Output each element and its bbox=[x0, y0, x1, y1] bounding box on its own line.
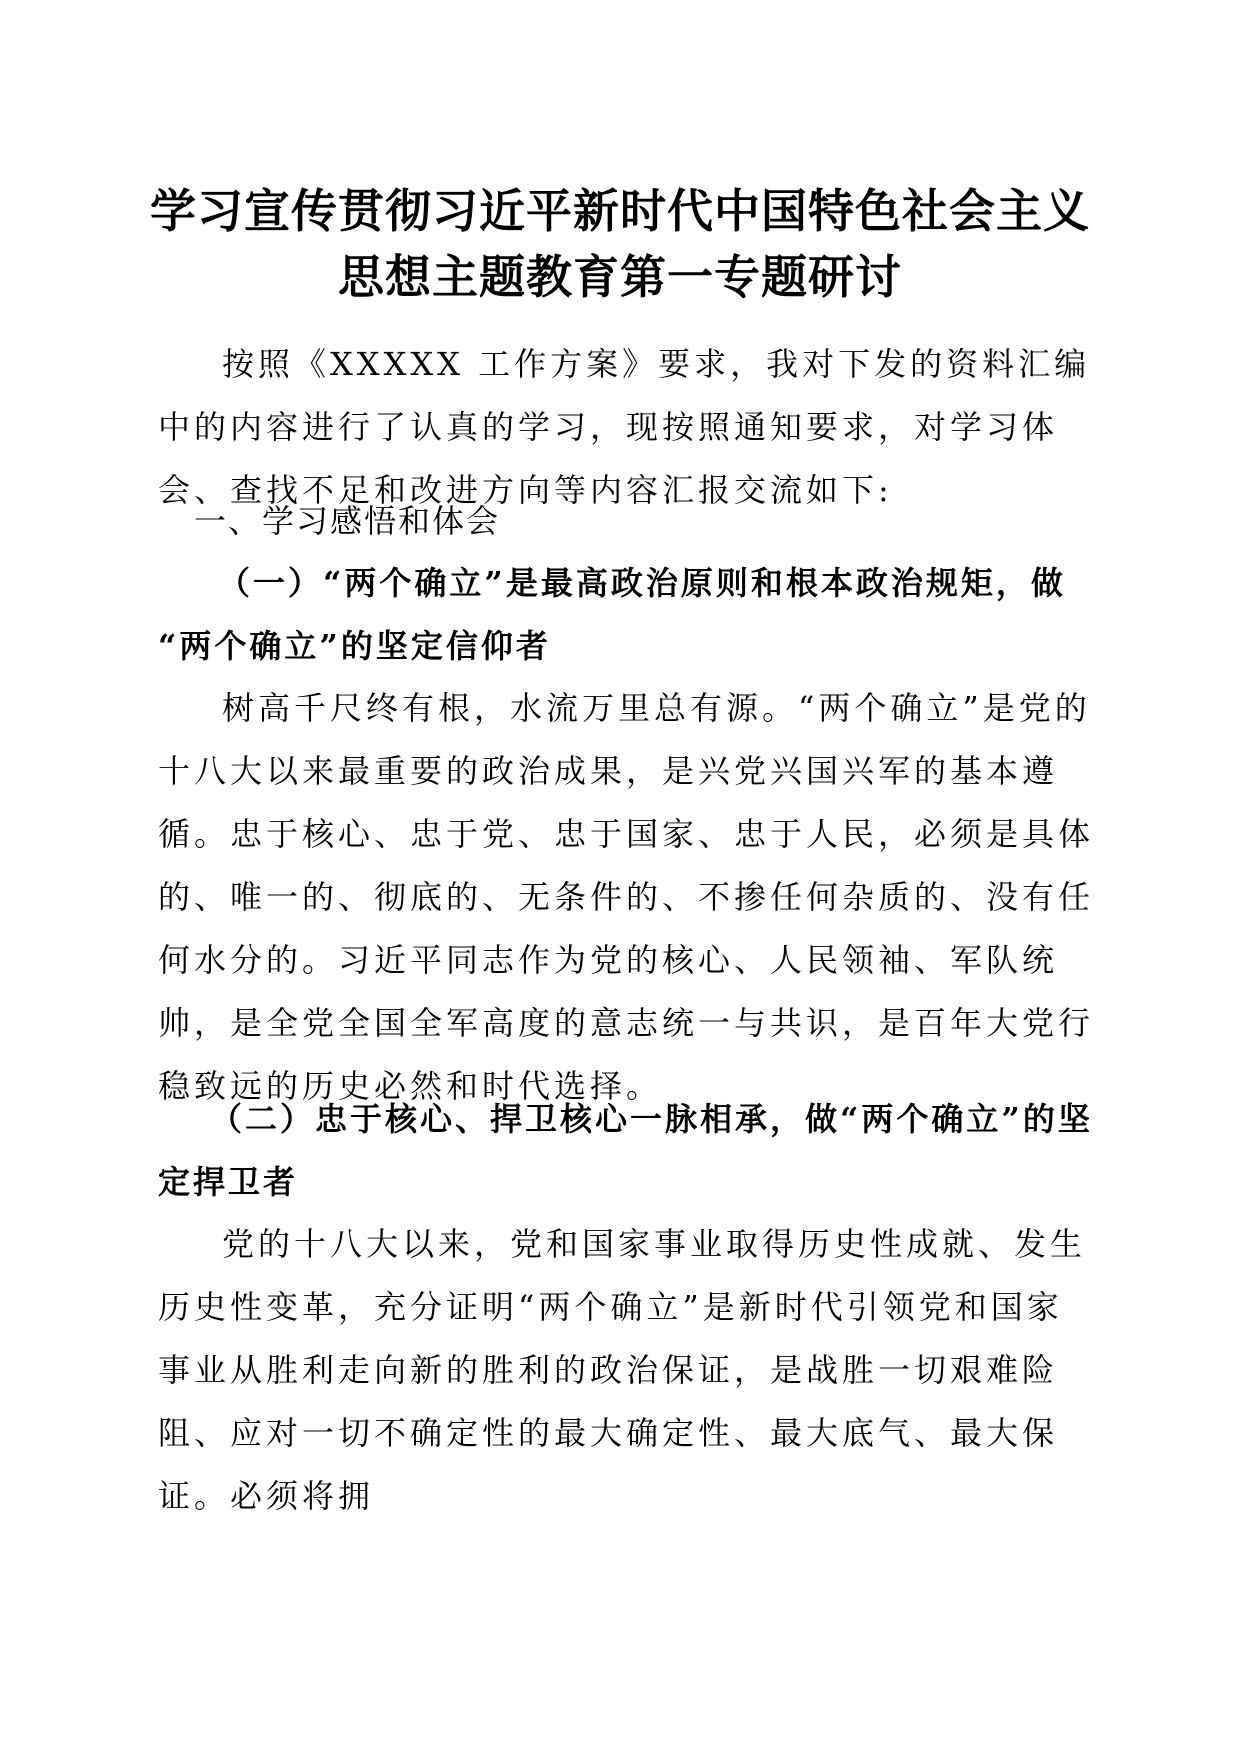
intro-paragraph: 按照《XXXXX 工作方案》要求，我对下发的资料汇编中的内容进行了认真的学习，现按照通知要求，对学习体会、查找不足和改进方向等内容汇报交流如下: bbox=[158, 345, 1091, 509]
title-line-2: 思想主题教育第一专题研讨 bbox=[338, 250, 902, 304]
subsection-1-heading bbox=[158, 552, 1098, 678]
subsection-1-heading-line-1: （一）“两个确立”是最高政治原则和根本政治规矩，做 bbox=[218, 564, 1066, 602]
document-title bbox=[150, 178, 1090, 310]
subsection-2-heading-line-1: （二）忠于核心、捍卫核心一脉相承，做“两个确立”的坚 bbox=[210, 1100, 1093, 1138]
subsection-1-heading-line-2: “两个确立”的坚定信仰者 bbox=[158, 627, 551, 665]
section-1-heading: 一、学习感悟和体会 bbox=[194, 502, 501, 540]
subsection-2-heading-line-2: 定捍卫者 bbox=[158, 1163, 299, 1201]
subsection-2-paragraph: 党的十八大以来，党和国家事业取得历史性成就、发生历史性变革，充分证明“两个确立”是新时代引领党和国家事业从胜利走向新的胜利的政治保证，是战胜一切艰难险阻、应对一切不确定性的最大确定性、最大底气、最大保证。必须将拥 bbox=[158, 1225, 1087, 1515]
subsection-1-paragraph: 树高千尺终有根，水流万里总有源。“两个确立”是党的十八大以来最重要的政治成果，是兴党兴国兴军的基本遵循。忠于核心、忠于党、忠于国家、忠于人民，必须是具体的、唯一的、彻底的、无条件的、不掺任何杂质的、没有任何水分的。习近平同志作为党的核心、人民领袖、军队统帅，是全党全国全军高度的意志统一与共识，是百年大党行稳致远的历史必然和时代选择。 bbox=[158, 689, 1095, 1105]
title-line-1: 学习宣传贯彻习近平新时代中国特色社会主义 bbox=[150, 184, 1090, 238]
subsection-2-heading bbox=[158, 1088, 1098, 1214]
